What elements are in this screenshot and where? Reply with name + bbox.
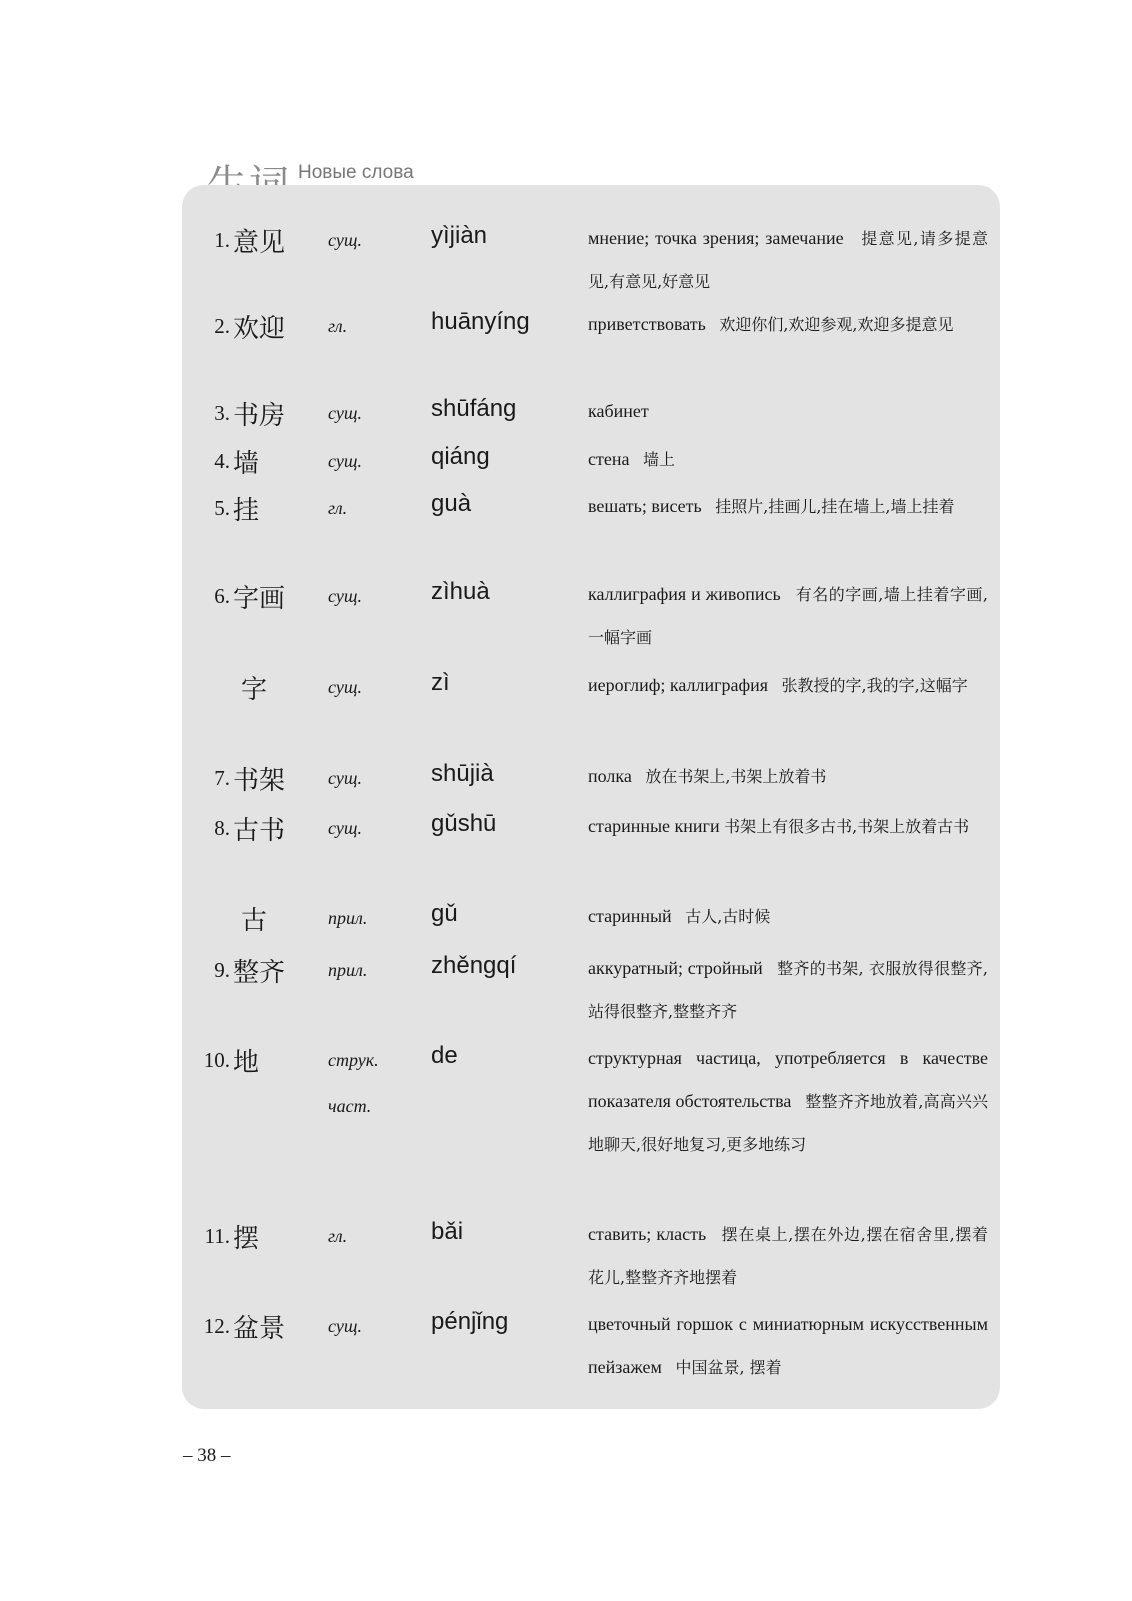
entry-definition [588,1303,988,1389]
entry-definition [588,390,988,433]
entry-examples: 欢迎你们,欢迎参观,欢迎多提意见 [719,315,954,334]
entry-number: 12. [203,1314,230,1338]
entry-pos-secondary: част. [328,1096,372,1116]
entry-pos: сущ. [328,677,362,697]
entry-pinyin: de [431,1042,458,1069]
entry-definition [588,438,988,481]
entry-examples: 墙上 [642,450,675,469]
entry-definition [588,573,988,659]
entry-meaning: старинный [588,906,672,926]
entry-number: 7. [214,766,230,790]
entry-examples: 提意见,请多提意见,有意见,好意见 [588,229,989,291]
entry-number: 6. [214,584,230,608]
entry-number: 2. [214,314,230,338]
entry-pinyin: shūjià [431,760,494,787]
entry-pinyin: zhěngqí [431,952,517,979]
entry-pinyin: bǎi [431,1218,464,1245]
entry-definition [588,664,988,707]
entry-meaning: кабинет [588,401,649,421]
entry-meaning: полка [588,766,632,786]
entry-examples: 整整齐齐地放着,高高兴兴地聊天,很好地复习,更多地练习 [588,1092,988,1154]
entry-word: 字 [241,675,268,705]
entry-pos: сущ. [328,451,362,471]
entry-word: 摆 [233,1224,260,1254]
entry-pinyin: gǔshū [431,810,497,837]
entry-pos: гл. [328,498,348,518]
entry-examples: 整齐的书架, 衣服放得很整齐,站得很整齐,整整齐齐 [588,959,988,1021]
entry-pinyin: shūfáng [431,395,517,422]
entry-pos: сущ. [328,768,362,788]
entry-pinyin: yìjiàn [431,222,488,249]
entry-pos: гл. [328,1226,348,1246]
entry-examples: 古人,古时候 [685,907,771,926]
entry-pos: сущ. [328,818,362,838]
entry-pos: прил. [328,908,368,928]
entry-meaning: аккуратный; стройный [588,958,763,978]
entry-number: 4. [214,449,230,473]
entry-pinyin: gǔ [431,900,458,927]
entry-pinyin: qiáng [431,443,490,470]
entry-meaning: вешать; висеть [588,496,702,516]
entry-pos: сущ. [328,403,362,423]
entry-pinyin: zì [431,669,450,696]
entry-word: 盆景 [233,1314,286,1344]
entry-meaning: иероглиф; каллиграфия [588,675,769,695]
entry-examples: 挂照片,挂画儿,挂在墙上,墙上挂着 [715,497,955,516]
entry-pos: прил. [328,960,368,980]
entry-number: 11. [204,1224,230,1248]
entry-pinyin: zìhuà [431,578,490,605]
entry-definition [588,805,988,848]
page-number: – 38 – [183,1445,231,1466]
entry-word: 字画 [233,584,286,614]
entry-pinyin: guà [431,490,472,517]
entry-definition [588,217,988,303]
section-title-ru: Новые слова [298,162,414,183]
entry-meaning: цветочный горшок с миниатюрным искусственным пейзажем [588,1314,988,1377]
entry-word: 书架 [233,766,286,796]
entry-number: 8. [214,816,230,840]
entry-pos: сущ. [328,586,362,606]
entry-number: 3. [214,401,230,425]
entry-examples: 有名的字画,墙上挂着字画,一幅字画 [588,585,988,647]
entry-examples: 放在书架上,书架上放着书 [645,767,827,786]
entry-word: 整齐 [233,958,286,988]
entry-word: 地 [233,1048,260,1078]
entry-definition [588,1213,988,1299]
entry-examples: 中国盆景, 摆着 [675,1358,782,1377]
entry-number: 1. [214,228,230,252]
entry-meaning: старинные книги [588,816,720,836]
entry-number: 10. [203,1048,230,1072]
entry-word: 古书 [233,816,286,846]
entry-examples: 张教授的字,我的字,这幅字 [781,676,968,695]
entry-word: 古 [241,906,268,936]
entry-pos: сущ. [328,1316,362,1336]
entry-word: 挂 [233,496,260,526]
entry-meaning: ставить; класть [588,1224,707,1244]
entry-pinyin: pénjǐng [431,1308,509,1335]
entry-pinyin: huānyíng [431,308,530,335]
entry-word: 墙 [233,449,260,479]
entry-meaning: мнение; точка зрения; замечание [588,228,844,248]
entry-definition [588,1037,988,1166]
entry-pos: гл. [328,316,348,336]
entry-word: 书房 [233,401,286,431]
entry-examples: 摆在桌上,摆在外边,摆在宿舍里,摆着花儿,整整齐齐地摆着 [588,1225,988,1287]
entry-meaning: стена [588,449,630,469]
entry-pos: струк. [328,1050,379,1070]
entry-word: 欢迎 [233,314,286,344]
entry-definition [588,947,988,1033]
entry-definition [588,755,988,798]
entry-number: 5. [214,496,230,520]
entry-word: 意见 [233,228,286,258]
entry-definition [588,485,988,528]
entry-meaning: структурная частица, употребляется в качестве показателя обстоятельства [588,1048,988,1111]
entry-pos: сущ. [328,230,362,250]
entry-examples: 书架上有很多古书,书架上放着古书 [724,817,970,836]
entry-meaning: каллиграфия и живопись [588,584,781,604]
entry-number: 9. [214,958,230,982]
entry-definition [588,303,988,346]
entry-definition [588,895,988,938]
entry-meaning: приветствовать [588,314,706,334]
